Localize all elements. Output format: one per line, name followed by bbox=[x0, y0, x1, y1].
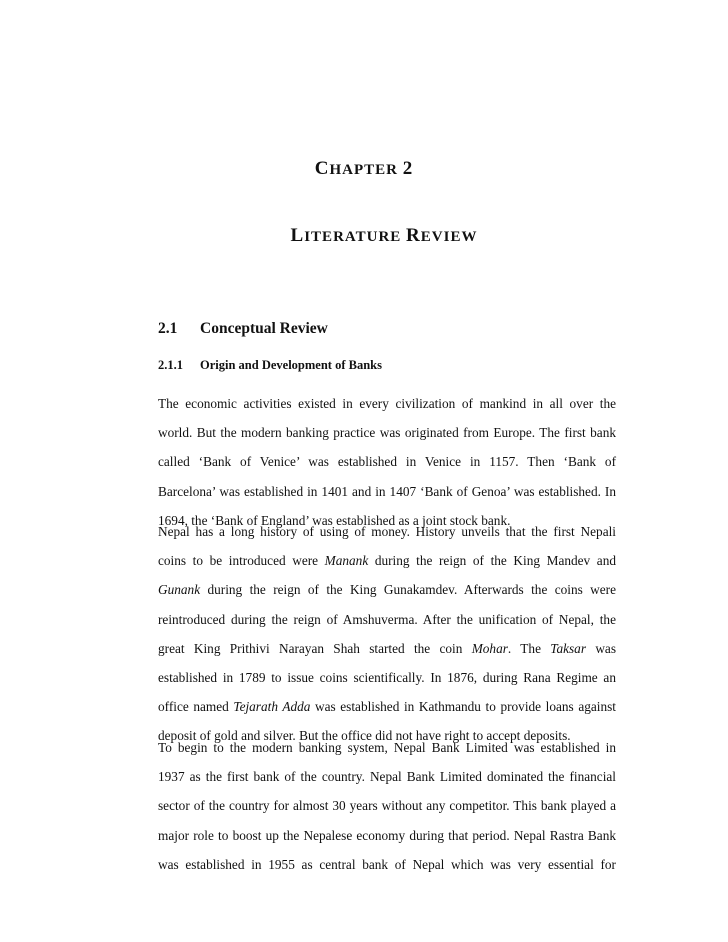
subsection-number: 2.1 bbox=[158, 320, 178, 337]
paragraph-line: was established in 1955 as central bank of Nepal which was very essential for bbox=[158, 856, 616, 872]
subsection-heading bbox=[158, 320, 328, 338]
paragraph-line: Barcelona’ was established in 1401 and in 1407 ‘Bank of Genoa’ was established. In bbox=[158, 483, 616, 499]
paragraph-line: Nepal has a long history of using of money. History unveils that the first Nepali bbox=[158, 524, 616, 539]
subsection-title: Conceptual Review bbox=[200, 320, 328, 337]
paragraph-line: great King Prithivi Narayan Shah started the coin Mohar. The Taksar was bbox=[158, 640, 616, 656]
paragraph-line: The economic activities existed in every civilization of mankind in all over the bbox=[158, 396, 616, 411]
chapter-heading: LITERATURE REVIEW bbox=[290, 225, 478, 246]
subsubsection-title: Origin and Development of Banks bbox=[200, 358, 382, 372]
paragraph-line: 1937 as the first bank of the country. Nepal Bank Limited dominated the financial bbox=[158, 769, 616, 785]
paragraph-line: reintroduced during the reign of Amshuverma. After the unification of Nepal, the bbox=[158, 611, 616, 627]
paragraph-line: major role to boost up the Nepalese economy during that period. Nepal Rastra Bank bbox=[158, 827, 616, 843]
paragraph-line: sector of the country for almost 30 years without any competitor. This bank played a bbox=[158, 798, 616, 814]
paragraph-line: coins to be introduced were Manank during the reign of the King Mandev and bbox=[158, 553, 616, 569]
paragraph-line: called ‘Bank of Venice’ was established in Venice in 1157. Then ‘Bank of bbox=[158, 454, 616, 470]
paragraph-line: established in 1789 to issue coins scientifically. In 1876, during Rana Regime an bbox=[158, 669, 616, 685]
paragraph-line: office named Tejarath Adda was established in Kathmandu to provide loans against bbox=[158, 699, 616, 715]
paragraph-3 bbox=[158, 741, 616, 887]
paragraph-line: Gunank during the reign of the King Gunakamdev. Afterwards the coins were bbox=[158, 582, 616, 598]
paragraph-line: world. But the modern banking practice was originated from Europe. The first bank bbox=[158, 425, 616, 441]
subsubsection-number: 2.1.1 bbox=[158, 358, 183, 372]
paragraph-line: 1694, the ‘Bank of England’ was established as a joint stock bank. bbox=[158, 512, 511, 528]
paragraph-2 bbox=[158, 525, 616, 759]
paragraph-1 bbox=[158, 397, 616, 543]
paragraph-line: To begin to the modern banking system, Nepal Bank Limited was established in bbox=[158, 740, 616, 755]
chapter-title: CHAPTER 2 bbox=[314, 158, 414, 179]
paragraph-line: deposit of gold and silver. But the office did not have right to accept deposits. bbox=[158, 728, 571, 744]
subsubsection-heading bbox=[158, 358, 382, 373]
